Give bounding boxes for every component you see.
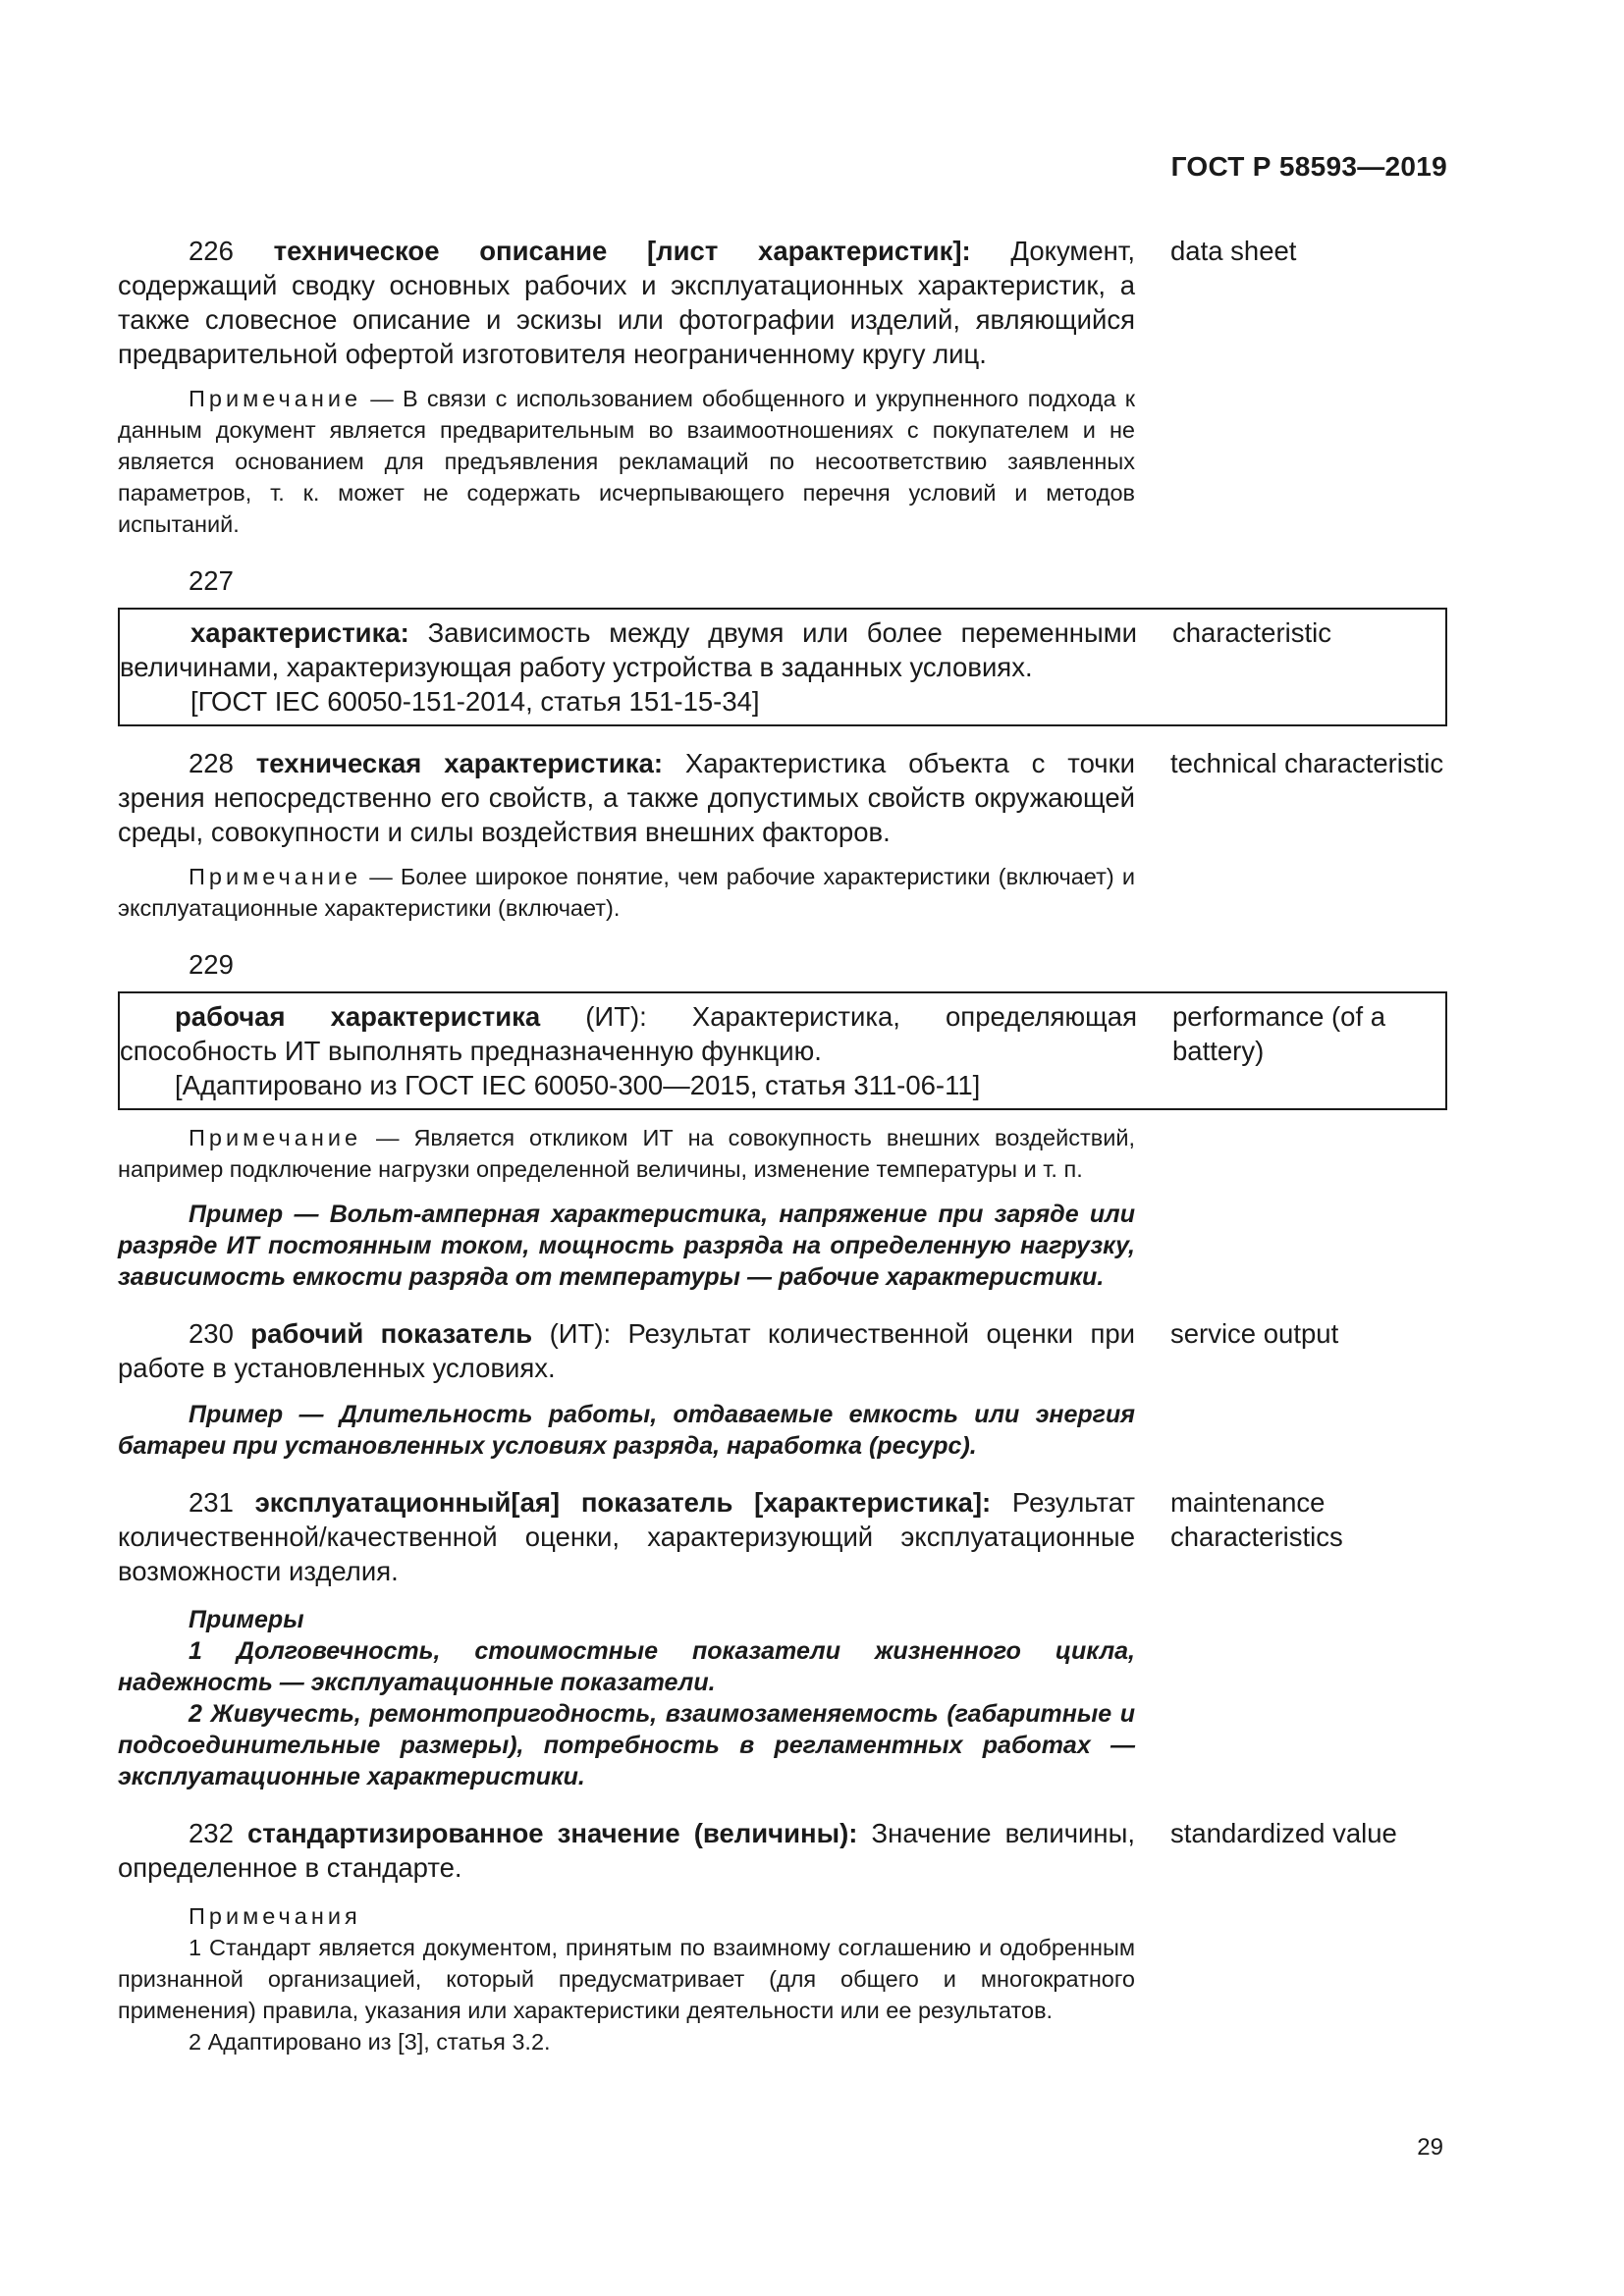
notes-heading: Примечания: [189, 1903, 361, 1929]
note-label: Примечание: [189, 386, 362, 411]
entry-228-english: technical characteristic: [1170, 748, 1444, 778]
entry-227-text: [120, 615, 1137, 684]
note-2: 2 Адаптировано из [3], статья 3.2.: [189, 2029, 551, 2055]
entry-229-note: [118, 1122, 1135, 1185]
note-text: — Является откликом ИТ на совокупность внешних воздействий, например подключение нагрузки определенной величины, изменение температуры и т. п.: [118, 1125, 1135, 1182]
entry-231: [118, 1485, 1447, 1588]
entry-definition: Характеристика объекта с точки зрения непосредственно его свойств, а также допустимых свойств окружающей среды, совокупности и силы воздействия внешних факторов.: [118, 748, 1136, 847]
entry-226: [118, 234, 1447, 371]
entry-definition: Значение величины, определенное в стандарте.: [118, 1818, 1135, 1883]
entry-228: [118, 746, 1447, 849]
entry-230-english: service output: [1170, 1318, 1339, 1349]
example-1: 1 Долговечность, стоимостные показатели жизненного цикла, надежность — эксплуатационные показатели.: [118, 1637, 1135, 1696]
entry-230: [118, 1316, 1447, 1385]
entry-232-notes: [118, 1900, 1135, 2057]
note-label: Примечание: [189, 1125, 362, 1150]
entry-229-source: [Адаптировано из ГОСТ IEC 60050-300—2015, статья 311-06-11]: [175, 1070, 981, 1100]
note-text: — Более широкое понятие, чем рабочие характеристики (включает) и эксплуатационные характеристики (включает).: [118, 864, 1135, 921]
entry-228-note: [118, 861, 1135, 924]
entry-definition: Зависимость между двумя или более переменными величинами, характеризующая работу устройства в заданных условиях.: [120, 617, 1137, 682]
entry-term: техническая характеристика:: [255, 748, 663, 778]
entry-231-text: [118, 1485, 1135, 1588]
entry-229-english: performance (of a battery): [1172, 1001, 1386, 1066]
entry-term: рабочая характеристика: [175, 1001, 541, 1032]
entry-231-english: maintenance characteristics: [1170, 1487, 1343, 1552]
page-header: ГОСТ Р 58593—2019: [1170, 151, 1447, 182]
entry-228-text: [118, 746, 1135, 849]
entry-232: [118, 1816, 1447, 1885]
entry-term: стандартизированное значение (величины):: [247, 1818, 858, 1848]
entry-227-number: 227: [189, 565, 234, 596]
entry-232-text: [118, 1816, 1135, 1885]
note-label: Примечание: [189, 864, 362, 889]
entry-231-examples: [118, 1604, 1135, 1792]
entry-230-example: Пример — Длительность работы, отдаваемые емкость или энергия батареи при установленных условиях разряда, наработка (ресурс).: [118, 1401, 1135, 1460]
entry-number: 232: [189, 1818, 234, 1848]
entry-229-text: [120, 999, 1137, 1068]
examples-heading: Примеры: [189, 1606, 304, 1633]
entry-term: техническое описание [лист характеристик]:: [273, 236, 971, 266]
entry-232-english: standardized value: [1170, 1818, 1397, 1848]
entry-term: рабочий показатель: [250, 1318, 533, 1349]
entry-number: 230: [189, 1318, 234, 1349]
document-body: [118, 234, 1447, 2057]
entry-term: эксплуатационный[ая] показатель [характеристика]:: [254, 1487, 992, 1518]
entry-definition: (ИТ): Результат количественной оценки при работе в установленных условиях.: [118, 1318, 1135, 1383]
note-text: — В связи с использованием обобщенного и укрупненного подхода к данным документ является предварительным во взаимоотношениях с покупателем и не является основанием для предъявления рекламаций по несоответствию заявленных параметров, т. к. может не содержать исчерпывающего перечня условий и методов испытаний.: [118, 386, 1135, 537]
entry-number: 226: [189, 236, 234, 266]
entry-definition: (ИТ): Характеристика, определяющая способность ИТ выполнять предназначенную функцию.: [120, 1001, 1137, 1066]
entry-term: характеристика:: [190, 617, 409, 648]
note-1: 1 Стандарт является документом, принятым по взаимному соглашению и одобренным признанной организацией, который предусматривает (для общего и многократного применения) правила, указания или характеристики деятельности или ее результатов.: [118, 1935, 1135, 2023]
entry-227-box: [118, 608, 1447, 726]
entry-definition: Документ, содержащий сводку основных рабочих и эксплуатационных характеристик, а также словесное описание и эскизы или фотографии изделий, являющийся предварительной офертой изготовителя неограниченному кругу лиц.: [118, 236, 1135, 369]
entry-number: 228: [189, 748, 234, 778]
entry-226-note: [118, 383, 1135, 540]
entry-226-text: [118, 234, 1135, 371]
example-2: 2 Живучесть, ремонтопригодность, взаимозаменяемость (габаритные и подсоединительные размеры), потребность в регламентных работах — эксплуатационные характеристики.: [118, 1700, 1135, 1790]
entry-227-source: [ГОСТ IEC 60050-151-2014, статья 151-15-34]: [190, 686, 760, 717]
entry-229-number: 229: [189, 949, 234, 980]
entry-230-text: [118, 1316, 1135, 1385]
entry-229-example: Пример — Вольт-амперная характеристика, напряжение при заряде или разряде ИТ постоянным током, мощность разряда на определенную нагрузку, зависимость емкости разряда от температуры — рабочие характеристики.: [118, 1201, 1135, 1291]
page-number: 29: [1417, 2134, 1443, 2161]
entry-number: 231: [189, 1487, 234, 1518]
entry-226-english: data sheet: [1170, 236, 1297, 266]
entry-229-box: [118, 991, 1447, 1110]
entry-227-english: characteristic: [1172, 617, 1331, 648]
entry-definition: Результат количественной/качественной оценки, характеризующий эксплуатационные возможности изделия.: [118, 1487, 1135, 1586]
